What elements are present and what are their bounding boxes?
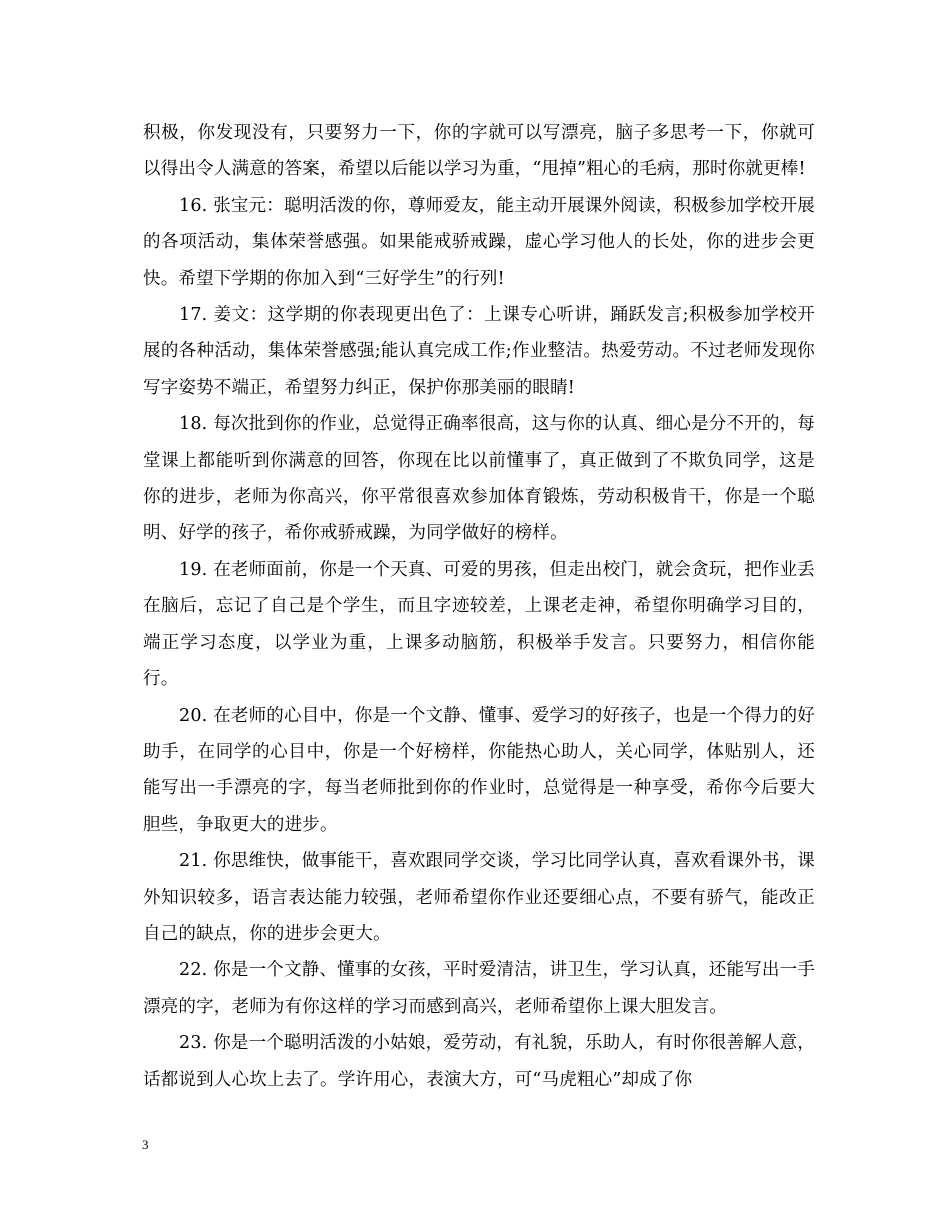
page-number: 3 [142,1137,149,1152]
paragraph-19: 19. 在老师面前，你是一个天真、可爱的男孩，但走出校门，就会贪玩，把作业丢在脑后，忘记了自己是个学生，而且字迹较差，上课老走神，希望你明确学习目的，端正学习态度，以学业为重，上课多动脑筋，积极举手发言。只要努力，相信你能行。 [143,559,815,690]
paragraph-23: 23. 你是一个聪明活泼的小姑娘，爱劳动，有礼貌，乐助人，有时你很善解人意，话都说到人心坎上去了。学许用心，表演大方，可“马虎粗心”却成了你 [143,1033,815,1090]
paragraph-continuation: 积极，你发现没有，只要努力一下，你的字就可以写漂亮，脑子多思考一下，你就可以得出令人满意的答案，希望以后能以学习为重，“甩掉”粗心的毛病，那时你就更棒! [143,123,815,180]
paragraph-18: 18. 每次批到你的作业，总觉得正确率很高，这与你的认真、细心是分不开的，每堂课上都能听到你满意的回答，你现在比以前懂事了，真正做到了不欺负同学，这是你的进步，老师为你高兴，你平常很喜欢参加体育锻炼，劳动积极肯干，你是一个聪明、好学的孩子，希你戒骄戒躁，为同学做好的榜样。 [143,414,815,544]
paragraph-16: 16. 张宝元：聪明活泼的你，尊师爱友，能主动开展课外阅读，积极参加学校开展的各项活动，集体荣誉感强。如果能戒骄戒躁，虚心学习他人的长处，你的进步会更快。希望下学期的你加入到“三好学生”的行列! [143,195,815,289]
paragraph-17: 17. 姜文：这学期的你表现更出色了：上课专心听讲，踊跃发言;积极参加学校开展的各种活动，集体荣誉感强;能认真完成工作;作业整洁。热爱劳动。不过老师发现你写字姿势不端正，希望努力纠正，保护你那美丽的眼睛! [143,305,815,398]
paragraph-22: 22. 你是一个文静、懂事的女孩，平时爱清洁，讲卫生，学习认真，还能写出一手漂亮的字，老师为有你这样的学习而感到高兴，老师希望你上课大胆发言。 [143,960,815,1017]
paragraph-20: 20. 在老师的心目中，你是一个文静、懂事、爱学习的好孩子，也是一个得力的好助手，在同学的心目中，你是一个好榜样，你能热心助人，关心同学，体贴别人，还能写出一手漂亮的字，每当老师批到你的作业时，总觉得是一种享受，希你今后要大胆些，争取更大的进步。 [143,705,815,835]
document-body [143,115,815,1098]
paragraph-21: 21. 你思维快，做事能干，喜欢跟同学交谈，学习比同学认真，喜欢看课外书，课外知识较多，语言表达能力较强，老师希望你作业还要细心点，不要有骄气，能改正自己的缺点，你的进步会更大。 [143,851,815,944]
